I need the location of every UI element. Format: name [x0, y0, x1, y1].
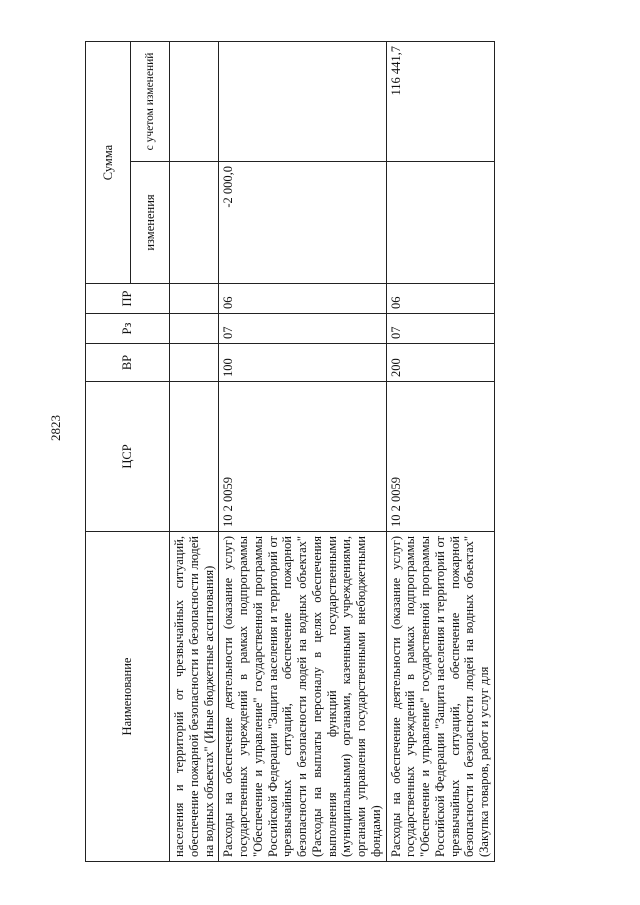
- header-csr: ЦСР: [86, 382, 170, 532]
- row-change: [386, 162, 494, 284]
- rotated-table-container: [85, 42, 555, 862]
- header-pr: ПР: [86, 284, 170, 314]
- header-rz: Рз: [86, 314, 170, 344]
- header-change: изменения: [131, 162, 170, 284]
- row-change: [170, 162, 219, 284]
- row-vr: [170, 344, 219, 382]
- row-with-changes: 116 441,7: [386, 42, 494, 162]
- row-rz: 07: [386, 314, 494, 344]
- row-name: Расходы на обеспечение деятельности (оказание услуг) государственных учреждений в рамках подпрограммы "Обеспечение и управление" государственной программы Российской Федерации "Защита населения и территорий от чрезвычайных ситуаций, обеспечение пожарной безопасности и безопасности людей на водных объектах" (Расходы на выплаты персоналу в целях обеспечения выполнения функций государственными (муниципальными) органами, казенными учреждениями, органами управления государственными внебюджетными фондами): [219, 532, 386, 862]
- row-change: -2 000,0: [219, 162, 386, 284]
- row-csr: 10 2 0059: [386, 382, 494, 532]
- row-with-changes: [170, 42, 219, 162]
- header-sum: Сумма: [86, 42, 131, 284]
- row-pr: 06: [219, 284, 386, 314]
- header-vr: ВР: [86, 344, 170, 382]
- row-vr: 200: [386, 344, 494, 382]
- row-name: Расходы на обеспечение деятельности (оказание услуг) государственных учреждений в рамках подпрограммы "Обеспечение и управление" государственной программы Российской Федерации "Защита населения и территорий от чрезвычайных ситуаций, обеспечение пожарной безопасности и безопасности людей на водных объектах" (Закупка товаров, работ и услуг для: [386, 532, 494, 862]
- row-csr: 10 2 0059: [219, 382, 386, 532]
- page-number: 2823: [48, 415, 63, 441]
- row-name: населения и территорий от чрезвычайных ситуаций, обеспечение пожарной безопасности и безопасности людей на водных объектах" (Иные бюджетные ассигнования): [170, 532, 219, 862]
- budget-table: [85, 41, 495, 862]
- row-with-changes: [219, 42, 386, 162]
- row-pr: 06: [386, 284, 494, 314]
- header-name: Наименование: [86, 532, 170, 862]
- row-pr: [170, 284, 219, 314]
- row-csr: [170, 382, 219, 532]
- table-row: [386, 42, 494, 862]
- table-header-row: [86, 42, 131, 862]
- table-row: [219, 42, 386, 862]
- header-with-changes: с учетом изменений: [131, 42, 170, 162]
- row-rz: [170, 314, 219, 344]
- row-rz: 07: [219, 314, 386, 344]
- row-vr: 100: [219, 344, 386, 382]
- table-row: [170, 42, 219, 862]
